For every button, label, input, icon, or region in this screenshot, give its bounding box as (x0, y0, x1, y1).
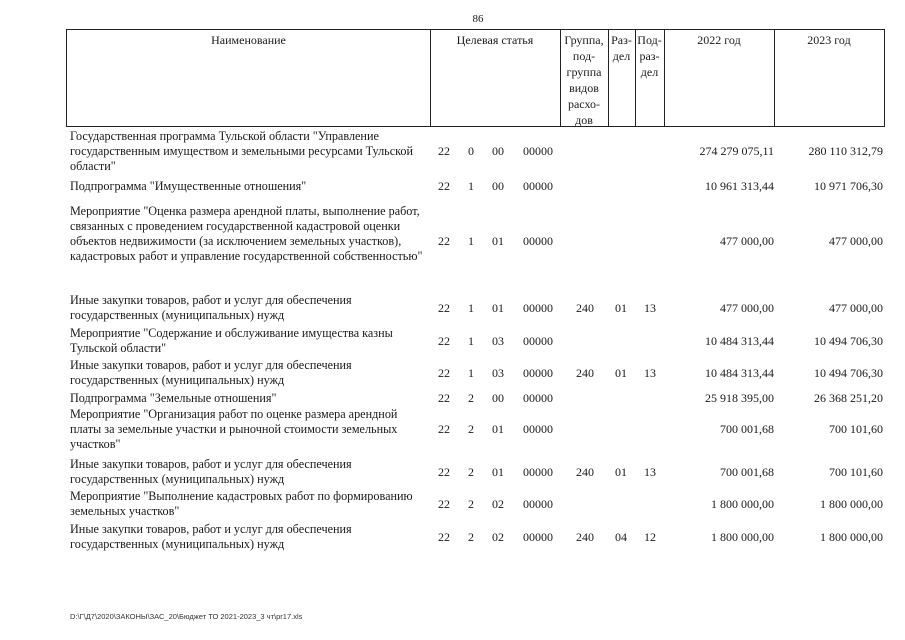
target-article-subprogram: 1 (468, 234, 474, 248)
target-article-direction: 00000 (523, 529, 553, 544)
target-article-event: 01 (492, 422, 504, 436)
expense-group-code: 240 (576, 300, 594, 315)
target-article-direction: 00000 (523, 333, 553, 348)
amount-2022: 1 800 000,00 (711, 529, 774, 544)
target-article-program: 22 (438, 529, 450, 544)
target-article-direction: 00000 (523, 234, 553, 248)
subsection-code: 13 (644, 464, 656, 479)
target-article-subprogram: 2 (468, 422, 474, 436)
target-article-program: 22 (438, 234, 450, 248)
header-group-line: Группа, (564, 33, 604, 47)
target-article-event: 01 (492, 464, 504, 479)
target-article-subprogram: 1 (468, 179, 474, 193)
target-article-subprogram: 1 (468, 300, 474, 315)
target-article-program: 22 (438, 179, 450, 193)
header-year-2022: 2022 год (697, 33, 741, 47)
target-article-direction: 00000 (523, 300, 553, 315)
target-article-program: 22 (438, 464, 450, 479)
target-article-event: 01 (492, 300, 504, 315)
target-article-direction: 00000 (523, 496, 553, 511)
header-group-line: дов (575, 113, 593, 127)
amount-2022: 10 961 313,44 (705, 179, 774, 193)
amount-2022: 700 001,68 (720, 422, 774, 436)
header-target-article: Целевая статья (456, 33, 534, 47)
row-name: Иные закупки товаров, работ и услуг для обеспечения государственных (муниципальных) нужд (70, 522, 352, 551)
section-code: 01 (615, 365, 627, 380)
target-article-subprogram: 2 (468, 496, 474, 511)
target-article-event: 00 (492, 391, 504, 405)
amount-2023: 10 971 706,30 (814, 179, 883, 193)
expense-group-code: 240 (576, 529, 594, 544)
amount-2022: 25 918 395,00 (705, 391, 774, 405)
target-article-event: 03 (492, 333, 504, 348)
target-article-direction: 00000 (523, 464, 553, 479)
row-name: Подпрограмма "Земельные отношения" (70, 391, 277, 405)
target-article-subprogram: 1 (468, 333, 474, 348)
row-name: Иные закупки товаров, работ и услуг для обеспечения государственных (муниципальных) нужд (70, 358, 352, 387)
expense-group-code: 240 (576, 365, 594, 380)
amount-2023: 1 800 000,00 (820, 496, 883, 511)
amount-2023: 280 110 312,79 (808, 144, 883, 158)
amount-2022: 10 484 313,44 (705, 333, 774, 348)
table-header (66, 29, 885, 127)
amount-2022: 274 279 075,11 (699, 144, 774, 158)
table-row (0, 522, 905, 552)
target-article-direction: 00000 (523, 144, 553, 158)
target-article-program: 22 (438, 496, 450, 511)
header-expense-group (560, 32, 608, 128)
subsection-code: 13 (644, 365, 656, 380)
row-name: Подпрограмма "Имущественные отношения" (70, 179, 307, 193)
header-subsection (635, 32, 664, 80)
section-code: 04 (615, 529, 627, 544)
target-article-program: 22 (438, 365, 450, 380)
target-article-direction: 00000 (523, 179, 553, 193)
amount-2022: 477 000,00 (720, 234, 774, 248)
target-article-event: 01 (492, 234, 504, 248)
table-row (0, 407, 905, 452)
amount-2022: 700 001,68 (720, 464, 774, 479)
target-article-event: 02 (492, 496, 504, 511)
target-article-program: 22 (438, 422, 450, 436)
row-name: Мероприятие "Организация работ по оценке размера арендной платы за земельные участки и рыночной стоимости земельных участков" (70, 407, 398, 451)
table-row (0, 391, 905, 406)
header-subsection-line: дел (640, 65, 659, 79)
subsection-code: 12 (644, 529, 656, 544)
amount-2023: 26 368 251,20 (814, 391, 883, 405)
header-section-line: дел (612, 49, 631, 63)
header-group-line: расхо- (567, 97, 601, 111)
section-code: 01 (615, 300, 627, 315)
row-name: Мероприятие "Выполнение кадастровых работ по формированию земельных участков" (70, 489, 413, 518)
row-name: Иные закупки товаров, работ и услуг для обеспечения государственных (муниципальных) нужд (70, 457, 352, 486)
target-article-program: 22 (438, 300, 450, 315)
target-article-subprogram: 2 (468, 391, 474, 405)
header-subsection-line: Под- (637, 33, 662, 47)
target-article-direction: 00000 (523, 391, 553, 405)
row-name: Иные закупки товаров, работ и услуг для обеспечения государственных (муниципальных) нужд (70, 293, 352, 322)
subsection-code: 13 (644, 300, 656, 315)
target-article-direction: 00000 (523, 365, 553, 380)
row-name: Мероприятие "Оценка размера арендной платы, выполнение работ, связанных с проведением государственной кадастровой оценки объектов недвижимости (за исключением земельных участков), кадастровых работ и управление государственной собственностью" (70, 204, 423, 263)
amount-2023: 10 494 706,30 (814, 333, 883, 348)
page-number: 86 (472, 13, 484, 25)
amount-2023: 700 101,60 (829, 464, 883, 479)
table-row (0, 326, 905, 356)
target-article-subprogram: 1 (468, 365, 474, 380)
header-year-2023: 2023 год (807, 33, 851, 47)
amount-2023: 10 494 706,30 (814, 365, 883, 380)
row-name: Мероприятие "Содержание и обслуживание имущества казны Тульской области" (70, 326, 393, 355)
amount-2023: 477 000,00 (829, 300, 883, 315)
target-article-direction: 00000 (523, 422, 553, 436)
table-row (0, 179, 905, 194)
row-name: Государственная программа Тульской области "Управление государственным имуществом и земельными ресурсами Тульской области" (70, 129, 414, 173)
table-row (0, 293, 905, 323)
section-code: 01 (615, 464, 627, 479)
header-subsection-line: раз- (639, 49, 660, 63)
target-article-program: 22 (438, 391, 450, 405)
amount-2022: 10 484 313,44 (705, 365, 774, 380)
table-row (0, 129, 905, 174)
target-article-event: 00 (492, 179, 504, 193)
file-path-footer: D:\Г\Д7\2020\ЗАКОНЫ\ЗАС_20\Бюджет ТО 2021-2023_3 чт\pr17.xls (70, 612, 303, 621)
target-article-event: 00 (492, 144, 504, 158)
target-article-subprogram: 2 (468, 529, 474, 544)
amount-2023: 1 800 000,00 (820, 529, 883, 544)
amount-2023: 700 101,60 (829, 422, 883, 436)
header-section-line: Раз- (611, 33, 632, 47)
target-article-program: 22 (438, 333, 450, 348)
table-row (0, 204, 905, 279)
header-section (608, 32, 635, 64)
header-name: Наименование (211, 33, 286, 47)
amount-2023: 477 000,00 (829, 234, 883, 248)
target-article-event: 03 (492, 365, 504, 380)
header-group-line: под- (572, 49, 596, 63)
header-group-line: видов (569, 81, 599, 95)
expense-group-code: 240 (576, 464, 594, 479)
target-article-program: 22 (438, 144, 450, 158)
table-row (0, 489, 905, 519)
target-article-event: 02 (492, 529, 504, 544)
amount-2022: 477 000,00 (720, 300, 774, 315)
amount-2022: 1 800 000,00 (711, 496, 774, 511)
table-row (0, 457, 905, 487)
target-article-subprogram: 0 (468, 144, 474, 158)
table-row (0, 358, 905, 388)
header-group-line: группа (566, 65, 602, 79)
target-article-subprogram: 2 (468, 464, 474, 479)
